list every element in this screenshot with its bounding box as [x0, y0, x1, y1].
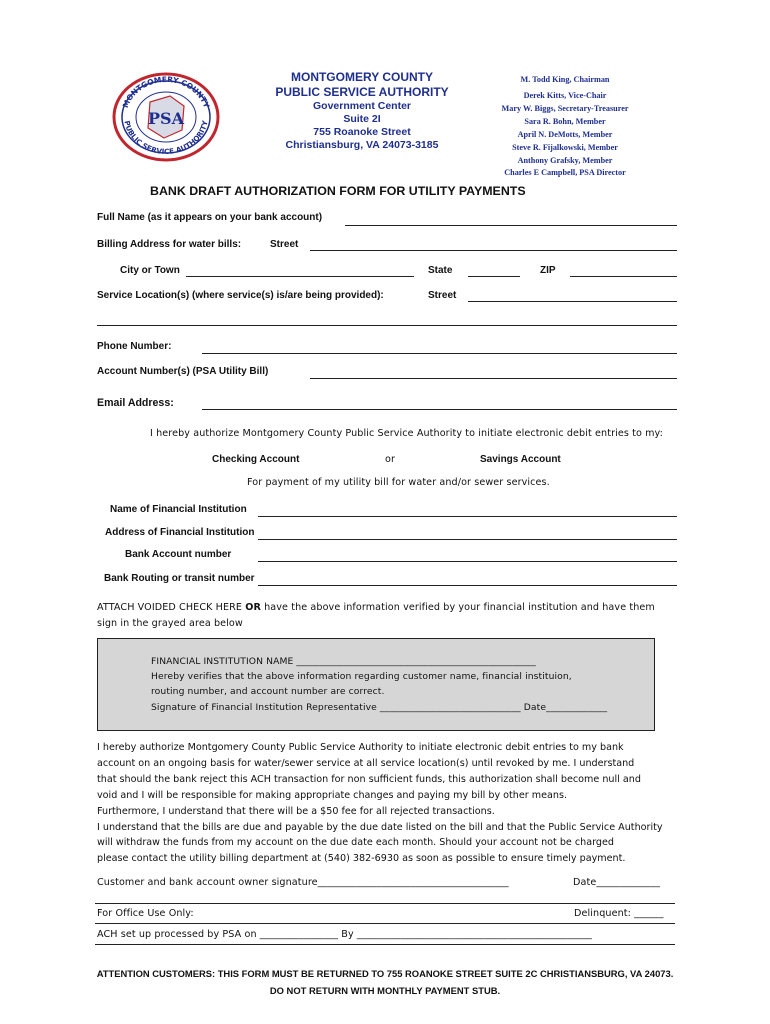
city-field[interactable] — [186, 276, 414, 277]
verification-signature: Signature of Financial Institution Representative ______________________________ Date_____________ — [151, 702, 608, 713]
fi-address-label: Address of Financial Institution — [105, 527, 255, 538]
terms-line: will withdraw the funds from my account on the due date each month. Should your account not be charged — [97, 837, 614, 849]
org-name-line1: MONTGOMERY COUNTY — [290, 70, 433, 84]
attach-instruction-line2: sign in the grayed area below — [97, 618, 243, 629]
city-label: City or Town — [120, 265, 180, 276]
routing-field[interactable] — [258, 585, 677, 586]
office-use-box — [95, 903, 675, 945]
board-members — [480, 74, 650, 180]
account-numbers-label: Account Number(s) (PSA Utility Bill) — [97, 366, 269, 377]
footer-notice — [0, 965, 770, 999]
org-name-line2: PUBLIC SERVICE AUTHORITY — [275, 85, 449, 99]
board-chairman: M. Todd King, Chairman — [520, 75, 610, 84]
service-location-field-2[interactable] — [97, 325, 677, 326]
billing-street-label: Street — [270, 239, 299, 250]
board-member: Mary W. Biggs, Secretary-Treasurer — [501, 103, 629, 113]
org-address-line: Government Center — [312, 100, 412, 112]
email-field[interactable] — [202, 409, 677, 410]
bank-account-field[interactable] — [258, 561, 677, 562]
service-locations-label: Service Location(s) (where service(s) is/are being provided): — [97, 290, 384, 301]
form-title: BANK DRAFT AUTHORIZATION FORM FOR UTILITY PAYMENTS — [150, 184, 526, 198]
board-member: Sara R. Bohn, Member — [524, 116, 606, 126]
verification-box[interactable] — [97, 638, 655, 731]
terms-line: Furthermore, I understand that there will be a $50 fee for all rejected transactions. — [97, 805, 495, 817]
board-member: Anthony Grafsky, Member — [517, 155, 613, 165]
attach-or: OR — [245, 602, 261, 613]
zip-field[interactable] — [570, 276, 677, 277]
ach-setup-field[interactable]: ACH set up processed by PSA on ________________ By ________________________________________________ — [97, 929, 592, 940]
service-street-label: Street — [428, 290, 457, 301]
seal-ring-bottom: PUBLIC SERVICE AUTHORITY — [122, 119, 210, 157]
org-address-line: Suite 2I — [343, 113, 381, 125]
org-address — [252, 100, 472, 152]
board-member: Derek Kitts, Vice-Chair — [523, 91, 607, 100]
board-director: Charles E Campbell, PSA Director — [504, 168, 626, 178]
full-name-label: Full Name (as it appears on your bank account) — [97, 212, 323, 223]
signature-date-field[interactable]: Date_____________ — [573, 877, 660, 888]
org-name — [252, 70, 472, 100]
seal-ring-top: MONTGOMERY COUNTY — [120, 74, 212, 110]
state-field[interactable] — [468, 276, 520, 277]
or-text: or — [385, 454, 396, 465]
state-label: State — [428, 265, 453, 276]
psa-seal-logo — [112, 72, 220, 162]
email-label: Email Address: — [97, 397, 174, 409]
service-street-field[interactable] — [468, 301, 677, 302]
attach-pre: ATTACH VOIDED CHECK HERE — [97, 602, 246, 613]
checking-account-option[interactable]: Checking Account — [212, 454, 300, 465]
terms-line: that should the bank reject this ACH transaction for non sufficient funds, this authorization shall become null and — [97, 773, 641, 785]
routing-label: Bank Routing or transit number — [104, 573, 255, 584]
fi-name-field[interactable] — [258, 516, 677, 517]
zip-label: ZIP — [540, 265, 556, 276]
authorize-statement: I hereby authorize Montgomery County Public Service Authority to initiate electronic debit entries to my: — [150, 428, 663, 439]
billing-address-label: Billing Address for water bills: — [97, 239, 242, 250]
footer-line2: DO NOT RETURN WITH MONTHLY PAYMENT STUB. — [269, 985, 501, 996]
attach-post: have the above information verified by your financial institution and have them — [260, 602, 655, 613]
payment-purpose: For payment of my utility bill for water and/or sewer services. — [247, 477, 550, 488]
savings-account-option[interactable]: Savings Account — [480, 454, 561, 465]
verification-fi-name: FINANCIAL INSTITUTION NAME ___________________________________________________ — [151, 656, 536, 667]
seal-monogram: PSA — [148, 109, 184, 128]
account-numbers-field[interactable] — [310, 378, 677, 379]
owner-signature-field[interactable]: Customer and bank account owner signature_______________________________________ — [97, 877, 509, 888]
terms-line: void and I will be responsible for making appropriate changes and paying my bill by other means. — [97, 789, 568, 801]
terms-line: account on an ongoing basis for water/sewer service at all service location(s) until revoked by me. I understand — [97, 757, 635, 769]
footer-line1: ATTENTION CUSTOMERS: THIS FORM MUST BE RETURNED TO 755 ROANOKE STREET SUITE 2C CHRISTIANSBURG, VA 24073. — [96, 968, 674, 979]
terms-line: please contact the utility billing department at (540) 382-6930 as soon as possible to ensure timely payment. — [97, 853, 626, 865]
phone-label: Phone Number: — [97, 341, 172, 352]
billing-street-field[interactable] — [310, 250, 677, 251]
bank-account-label: Bank Account number — [125, 549, 232, 560]
fi-name-label: Name of Financial Institution — [110, 504, 247, 515]
phone-field[interactable] — [202, 353, 677, 354]
org-address-line: 755 Roanoke Street — [313, 126, 411, 138]
office-use-label: For Office Use Only: — [97, 908, 194, 919]
terms-line: I hereby authorize Montgomery County Public Service Authority to initiate electronic debit entries to my bank — [97, 742, 624, 753]
full-name-field[interactable] — [345, 225, 677, 226]
fi-address-field[interactable] — [258, 539, 677, 540]
terms-line: I understand that the bills are due and payable by the due date listed on the bill and that the Public Service Authority — [97, 821, 663, 833]
verification-statement-2: routing number, and account number are correct. — [151, 686, 385, 697]
terms-paragraph — [97, 740, 663, 867]
attach-instruction — [97, 602, 655, 613]
board-member: April N. DeMotts, Member — [517, 129, 613, 139]
org-address-line: Christiansburg, VA 24073-3185 — [285, 139, 439, 151]
board-member: Steve R. Fijalkowski, Member — [512, 142, 618, 152]
verification-statement: Hereby verifies that the above information regarding customer name, financial instituion, — [151, 671, 572, 682]
delinquent-field[interactable]: Delinquent: ______ — [574, 908, 664, 919]
